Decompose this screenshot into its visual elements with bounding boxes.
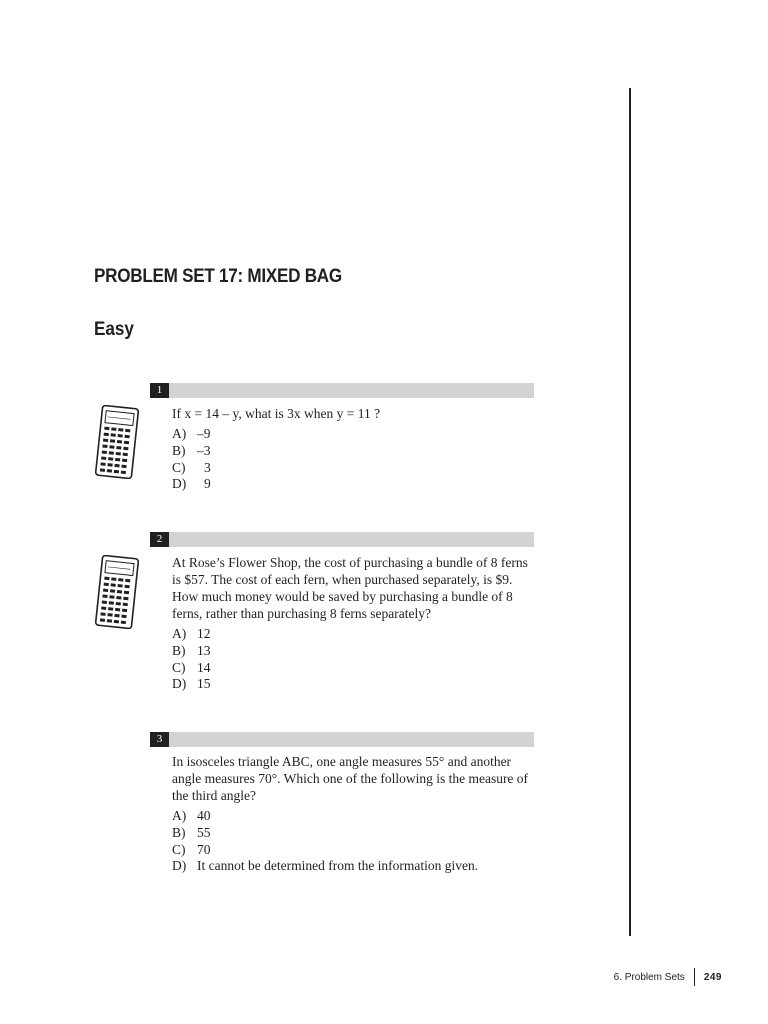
question-1-header-bar: [150, 383, 534, 398]
question-2-header-bar: [150, 532, 534, 547]
question-1-choices: [172, 426, 211, 493]
question-number: 3: [150, 732, 169, 747]
page-title: PROBLEM SET 17: MIXED BAG: [94, 266, 342, 287]
chapter-label: 6. Problem Sets: [613, 971, 685, 983]
choice-c[interactable]: C) 14: [172, 659, 211, 675]
section-heading: Easy: [94, 319, 134, 340]
page-footer: [614, 968, 722, 986]
choice-a[interactable]: A) –9: [172, 426, 211, 441]
page-number: 249: [703, 971, 722, 983]
question-2-choices: [172, 626, 211, 693]
calculator-icon: [94, 555, 140, 629]
footer-divider: [694, 968, 695, 986]
choice-b[interactable]: B) –3: [172, 442, 211, 458]
choice-c[interactable]: C) 3: [172, 459, 211, 475]
choice-a[interactable]: A) 40: [172, 808, 211, 823]
choice-c[interactable]: C) 70: [172, 841, 211, 857]
question-3-stem: In isosceles triangle ABC, one angle measures 55° and another angle measures 70°. Which one of the following is the measure of the third angle?: [172, 754, 529, 803]
question-3-choices: [172, 808, 478, 875]
choice-b[interactable]: B) 55: [172, 824, 211, 840]
question-2-stem: At Rose’s Flower Shop, the cost of purchasing a bundle of 8 ferns is $57. The cost of each fern, when purchased separately, is $9. How much money would be saved by purchasing a bundle of 8 ferns, rather than purchasing 8 ferns separately?: [172, 555, 528, 621]
question-1-stem: If x = 14 – y, what is 3x when y = 11 ?: [172, 406, 381, 421]
choice-d[interactable]: D) 9: [172, 476, 211, 492]
choice-a[interactable]: A) 12: [172, 626, 211, 641]
calculator-icon: [94, 405, 140, 479]
question-number: 1: [150, 383, 169, 398]
vertical-margin-rule: [629, 88, 631, 936]
choice-d[interactable]: D) 15: [172, 676, 211, 692]
choice-b[interactable]: B) 13: [172, 642, 211, 658]
question-3-header-bar: [150, 732, 534, 747]
choice-d[interactable]: D) It cannot be determined from the information given.: [172, 858, 479, 874]
question-number: 2: [150, 532, 169, 547]
